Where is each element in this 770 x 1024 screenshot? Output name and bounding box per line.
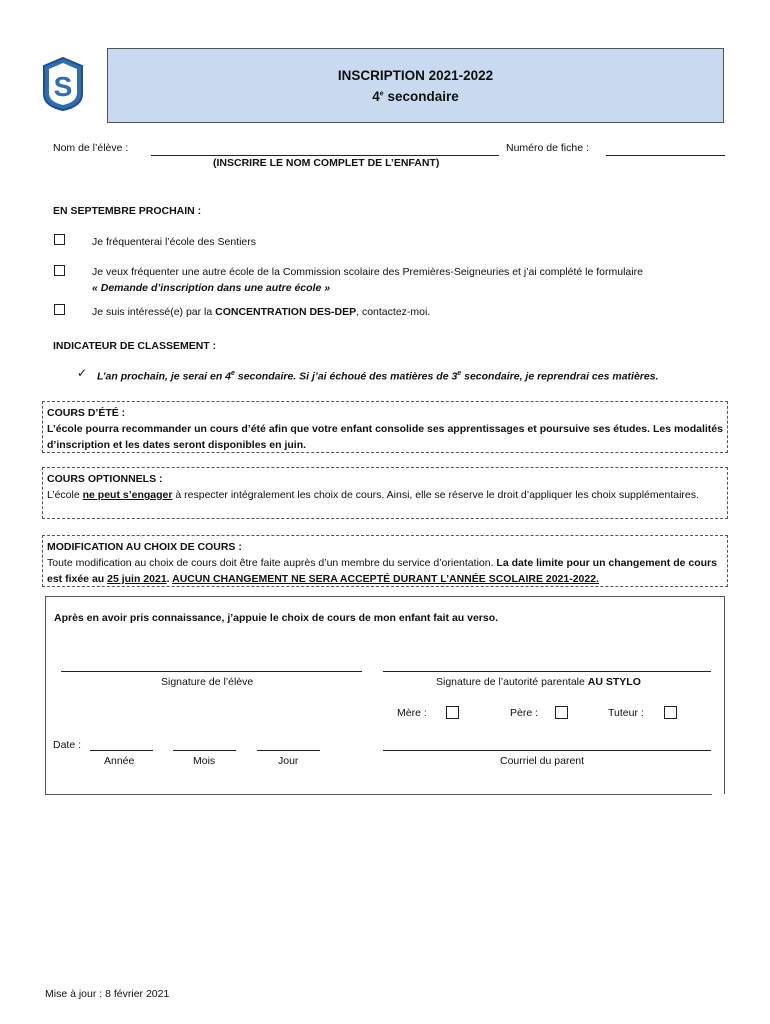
- mother-label: Mère :: [397, 707, 427, 719]
- optional-courses-box: [42, 467, 728, 519]
- indicator-text: L’an prochain, je serai en 4e secondaire. Si j’ai échoué des matières de 3e secondaire, je reprendrai ces matières.: [97, 370, 659, 383]
- option-concentration-label: Je suis intéressé(e) par la CONCENTRATION DES-DEP, contactez-moi.: [92, 306, 431, 318]
- father-label: Père :: [510, 707, 539, 719]
- checkmark-icon: ✓: [77, 366, 88, 380]
- signature-box-bottom-edge: [45, 794, 712, 795]
- modification-body: Toute modification au choix de cours doit être faite auprès d’un membre du service d’orientation. La date limite pour un changement de cours est fixée au 25 juin 2021. AUCUN CHANGEMENT NE SERA ACCEPTÉ DURANT L’ANNÉE SCOLAIRE 2021-2022.: [47, 557, 717, 585]
- optional-courses-body: L’école ne peut s’engager à respecter intégralement les choix de cours. Ainsi, elle se réserve le droit d’appliquer les choix supplémentaires.: [47, 489, 699, 501]
- tutor-checkbox[interactable]: [664, 706, 677, 719]
- tutor-label: Tuteur :: [608, 707, 644, 719]
- date-day-field[interactable]: [257, 750, 320, 751]
- student-name-hint: (INSCRIRE LE NOM COMPLET DE L’ENFANT): [213, 157, 440, 169]
- page-subtitle: 4e secondaire: [372, 89, 459, 104]
- summer-course-box: [42, 401, 728, 453]
- modification-box: [42, 535, 728, 587]
- parent-signature-field[interactable]: [383, 671, 711, 672]
- date-label: Date :: [53, 739, 82, 751]
- parent-email-field[interactable]: [383, 750, 711, 751]
- file-number-field[interactable]: [606, 155, 725, 156]
- signature-intro: Après en avoir pris connaissance, j’appuie le choix de cours de mon enfant fait au verso.: [54, 612, 499, 624]
- parent-signature-label: Signature de l’autorité parentale AU STYLO: [436, 676, 641, 688]
- option-concentration-checkbox[interactable]: [54, 304, 65, 315]
- student-signature-label: Signature de l’élève: [161, 676, 254, 688]
- september-heading: EN SEPTEMBRE PROCHAIN :: [53, 205, 202, 217]
- summer-course-body: L’école pourra recommander un cours d’été afin que votre enfant consolide ses apprentissages et poursuive ses études. Les modalités d’inscription et les dates seront disponibles en juin.: [47, 423, 723, 451]
- student-signature-field[interactable]: [61, 671, 362, 672]
- option-other-school-label: Je veux fréquenter une autre école de la Commission scolaire des Premières-Seigneuries et j’ai complété le formulaire: [92, 266, 643, 278]
- svg-text:S: S: [53, 71, 73, 102]
- student-name-field[interactable]: [151, 155, 499, 156]
- summer-course-heading: COURS D’ÉTÉ :: [47, 407, 126, 419]
- date-month-label: Mois: [193, 755, 216, 767]
- page-title: INSCRIPTION 2021-2022: [337, 68, 494, 83]
- date-month-field[interactable]: [173, 750, 236, 751]
- date-year-label: Année: [104, 755, 135, 767]
- parent-email-label: Courriel du parent: [500, 755, 585, 767]
- school-logo: [40, 56, 86, 112]
- option-other-school-checkbox[interactable]: [54, 265, 65, 276]
- page-header: [107, 48, 724, 123]
- option-stay-label: Je fréquenterai l’école des Sentiers: [92, 236, 257, 248]
- mother-checkbox[interactable]: [446, 706, 459, 719]
- father-checkbox[interactable]: [555, 706, 568, 719]
- update-date: Mise à jour : 8 février 2021: [45, 988, 170, 1000]
- date-year-field[interactable]: [90, 750, 153, 751]
- optional-courses-heading: COURS OPTIONNELS :: [47, 473, 163, 485]
- signature-box-right-edge: [724, 596, 725, 794]
- file-number-label: Numéro de fiche :: [506, 142, 589, 154]
- modification-heading: MODIFICATION AU CHOIX DE COURS :: [47, 541, 242, 553]
- date-day-label: Jour: [278, 755, 299, 767]
- option-stay-checkbox[interactable]: [54, 234, 65, 245]
- option-other-school-form: « Demande d’inscription dans une autre école »: [92, 282, 331, 294]
- signature-section: [45, 596, 725, 794]
- indicator-heading: INDICATEUR DE CLASSEMENT :: [53, 340, 217, 352]
- student-name-label: Nom de l’élève :: [53, 142, 129, 154]
